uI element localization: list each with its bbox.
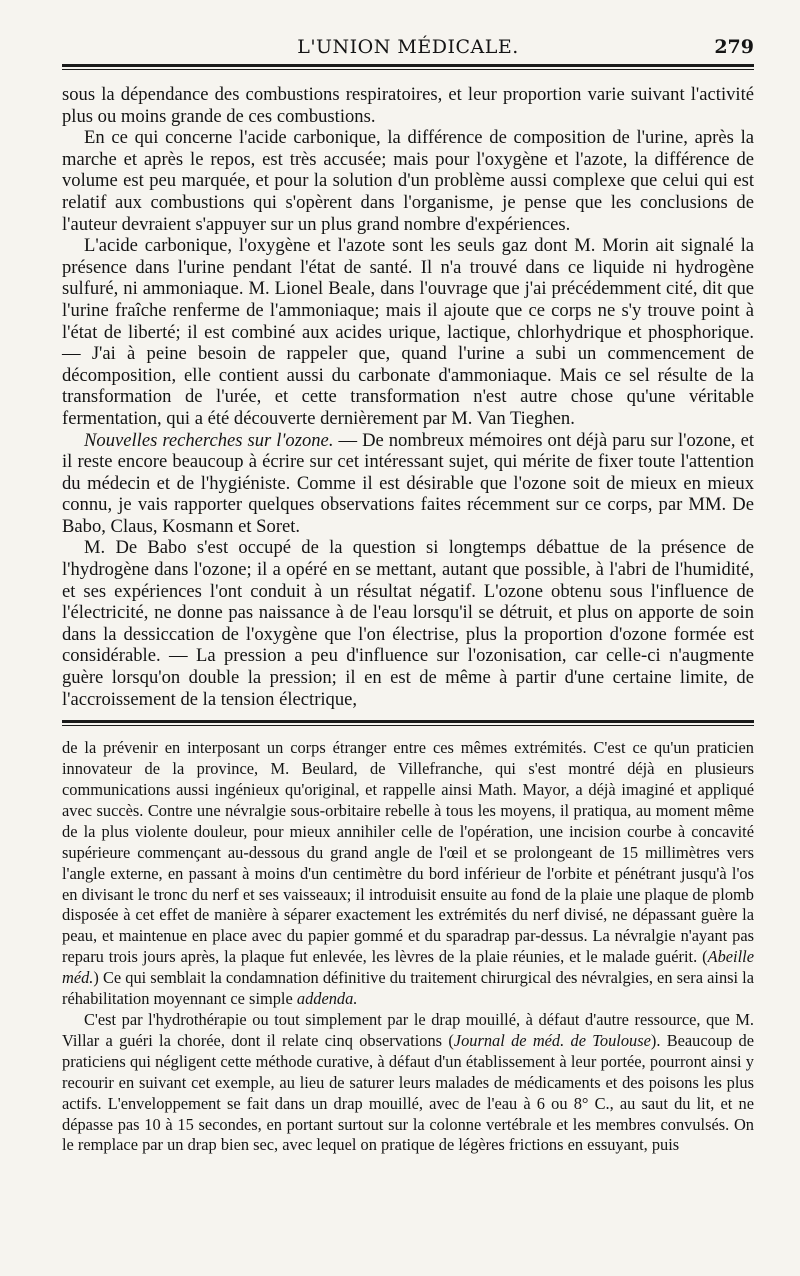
journal-title: L'UNION MÉDICALE.	[297, 36, 519, 58]
paragraph	[62, 738, 754, 1010]
citation: addenda.	[296, 989, 358, 1009]
citation: Abeille méd.	[62, 947, 754, 988]
paragraph	[62, 1010, 754, 1156]
page-number: 279	[714, 36, 754, 58]
citation: Journal de méd. de Toulouse	[453, 1030, 651, 1050]
section-separator	[62, 720, 754, 726]
paragraph: sous la dépendance des combustions respiratoires, et leur proportion varie suivant l'activité plus ou moins grande de ces combustions.	[62, 84, 754, 127]
paragraph-text: ). Beaucoup de praticiens qui négligent cette méthode curative, à défaut d'un établissement à leur portée, pourront ainsi y recourir en suivant cet exemple, au lieu de saturer leurs malades de médicaments et des poisons les plus actifs. L'enveloppement se fait dans un drap mouillé, avec de l'eau à 6 ou 8° C., au saut du lit, et ne dépasse pas 10 à 15 secondes, en portant surtout sur la colonne vertébrale et les membres convulsés. On le remplace par un drap bien sec, avec lequel on pratique de légères frictions en essuyant, puis	[62, 1030, 754, 1155]
paragraph: En ce qui concerne l'acide carbonique, la différence de composition de l'urine, après la marche et après le repos, est très accusée; mais pour l'oxygène et l'azote, la différence de volume est peu marquée, et pour la solution d'un problème aussi complexe que celui qui est relatif aux combustions qui s'opèrent dans l'organisme, je pense que les conclusions de l'auteur devraient s'appuyer sur un plus grand nombre d'expériences.	[62, 127, 754, 235]
paragraph-text: C'est par l'hydrothérapie ou tout simplement par le drap mouillé, à défaut d'autre ressource, que M. Villar a guéri la chorée, dont il relate cinq observations (	[62, 1010, 754, 1050]
page	[62, 30, 754, 1156]
paragraph: M. De Babo s'est occupé de la question si longtemps débattue de la présence de l'hydrogène dans l'ozone; il a opéré en se mettant, autant que possible, à l'abri de l'humidité, et ses expériences l'ont conduit à un résultat négatif. L'ozone obtenu sous l'influence de l'électricité, ne donne pas naissance à de l'eau lorsqu'il se détruit, et plus on apporte de soin dans la dessiccation de l'oxygène que l'on électrise, plus la proportion d'ozone formée est considérable. — La pression a peu d'influence sur l'ozonisation, car celle-ci n'augmente guère lorsqu'on double la pression; il en est de même à partir d'une certaine limite, de l'accroissement de la tension électrique,	[62, 537, 754, 710]
paragraph-text: ) Ce qui semblait la condamnation définitive du traitement chirurgical des névralgies, en sera ainsi la réhabilitation moyennant ce simple	[62, 968, 754, 1009]
paragraph	[62, 430, 754, 538]
paragraph-text: de la prévenir en interposant un corps étranger entre ces mêmes extrémités. C'est ce qu'un praticien innovateur de la province, M. Beulard, de Villefranche, qui s'est montré déjà en plusieurs communications aussi ingénieux qu'original, et rappelle ainsi Math. Mayor, a déjà imaginé et appliqué avec succès. Contre une névralgie sous-orbitaire rebelle à tous les moyens, il pratiqua, au moment même de la plus violente douleur, pour mieux annihiler celle de l'opération, une incision courbe à concavité supérieure commençant au-dessous du grand angle de l'œil et se prolongeant de 15 millimètres vers l'angle externe, en passant à moins d'un centimètre du bord inférieur de l'orbite et pénétrant jusqu'à l'os en divisant le tronc du nerf et ses vaisseaux; il introduisit ensuite au fond de la plaie une plaque de plomb disposée à cet effet de manière à séparer exactement les extrémités du nerf divisé, ne dépassant guère la peau, et maintenue en place avec du papier gommé et du sparadrap par-dessus. La névralgie n'ayant pas reparu trois jours après, la plaque fut enlevée, les lèvres de la plaie réunies, et le malade guérit. (	[62, 738, 754, 967]
paragraph-text: — De nombreux mémoires ont déjà paru sur l'ozone, et il reste encore beaucoup à écrire sur cet intéressant sujet, qui mérite de fixer toute l'attention du médecin et de l'hygiéniste. Comme il est désirable que l'ozone soit de mieux en mieux connu, je vais rapporter quelques observations faites récemment sur ce corps, par MM. De Babo, Claus, Kosmann et Soret.	[62, 429, 754, 537]
main-article	[62, 84, 754, 710]
running-header	[62, 30, 754, 64]
feuilleton	[62, 738, 754, 1156]
section-heading: Nouvelles recherches sur l'ozone.	[84, 429, 334, 451]
paragraph: L'acide carbonique, l'oxygène et l'azote sont les seuls gaz dont M. Morin ait signalé la présence dans l'urine pendant l'état de santé. Il n'a trouvé dans ce liquide ni hydrogène sulfuré, ni ammoniaque. M. Lionel Beale, dans l'ouvrage que j'ai précédemment cité, dit que l'urine fraîche renferme de l'ammoniaque; mais il ajoute que ce corps ne s'y trouve point à l'état de liberté; il est combiné aux acides urique, lactique, chlorhydrique et phosphorique. — J'ai à peine besoin de rappeler que, quand l'urine a subi un commencement de décomposition, elle contient aussi du carbonate d'ammoniaque. Mais ce sel résulte de la transformation de l'urée, et cette transformation n'est autre chose qu'une véritable fermentation, qui a été découverte dernièrement par M. Van Tieghen.	[62, 235, 754, 429]
header-rule	[62, 64, 754, 67]
header-rule-thin	[62, 69, 754, 70]
